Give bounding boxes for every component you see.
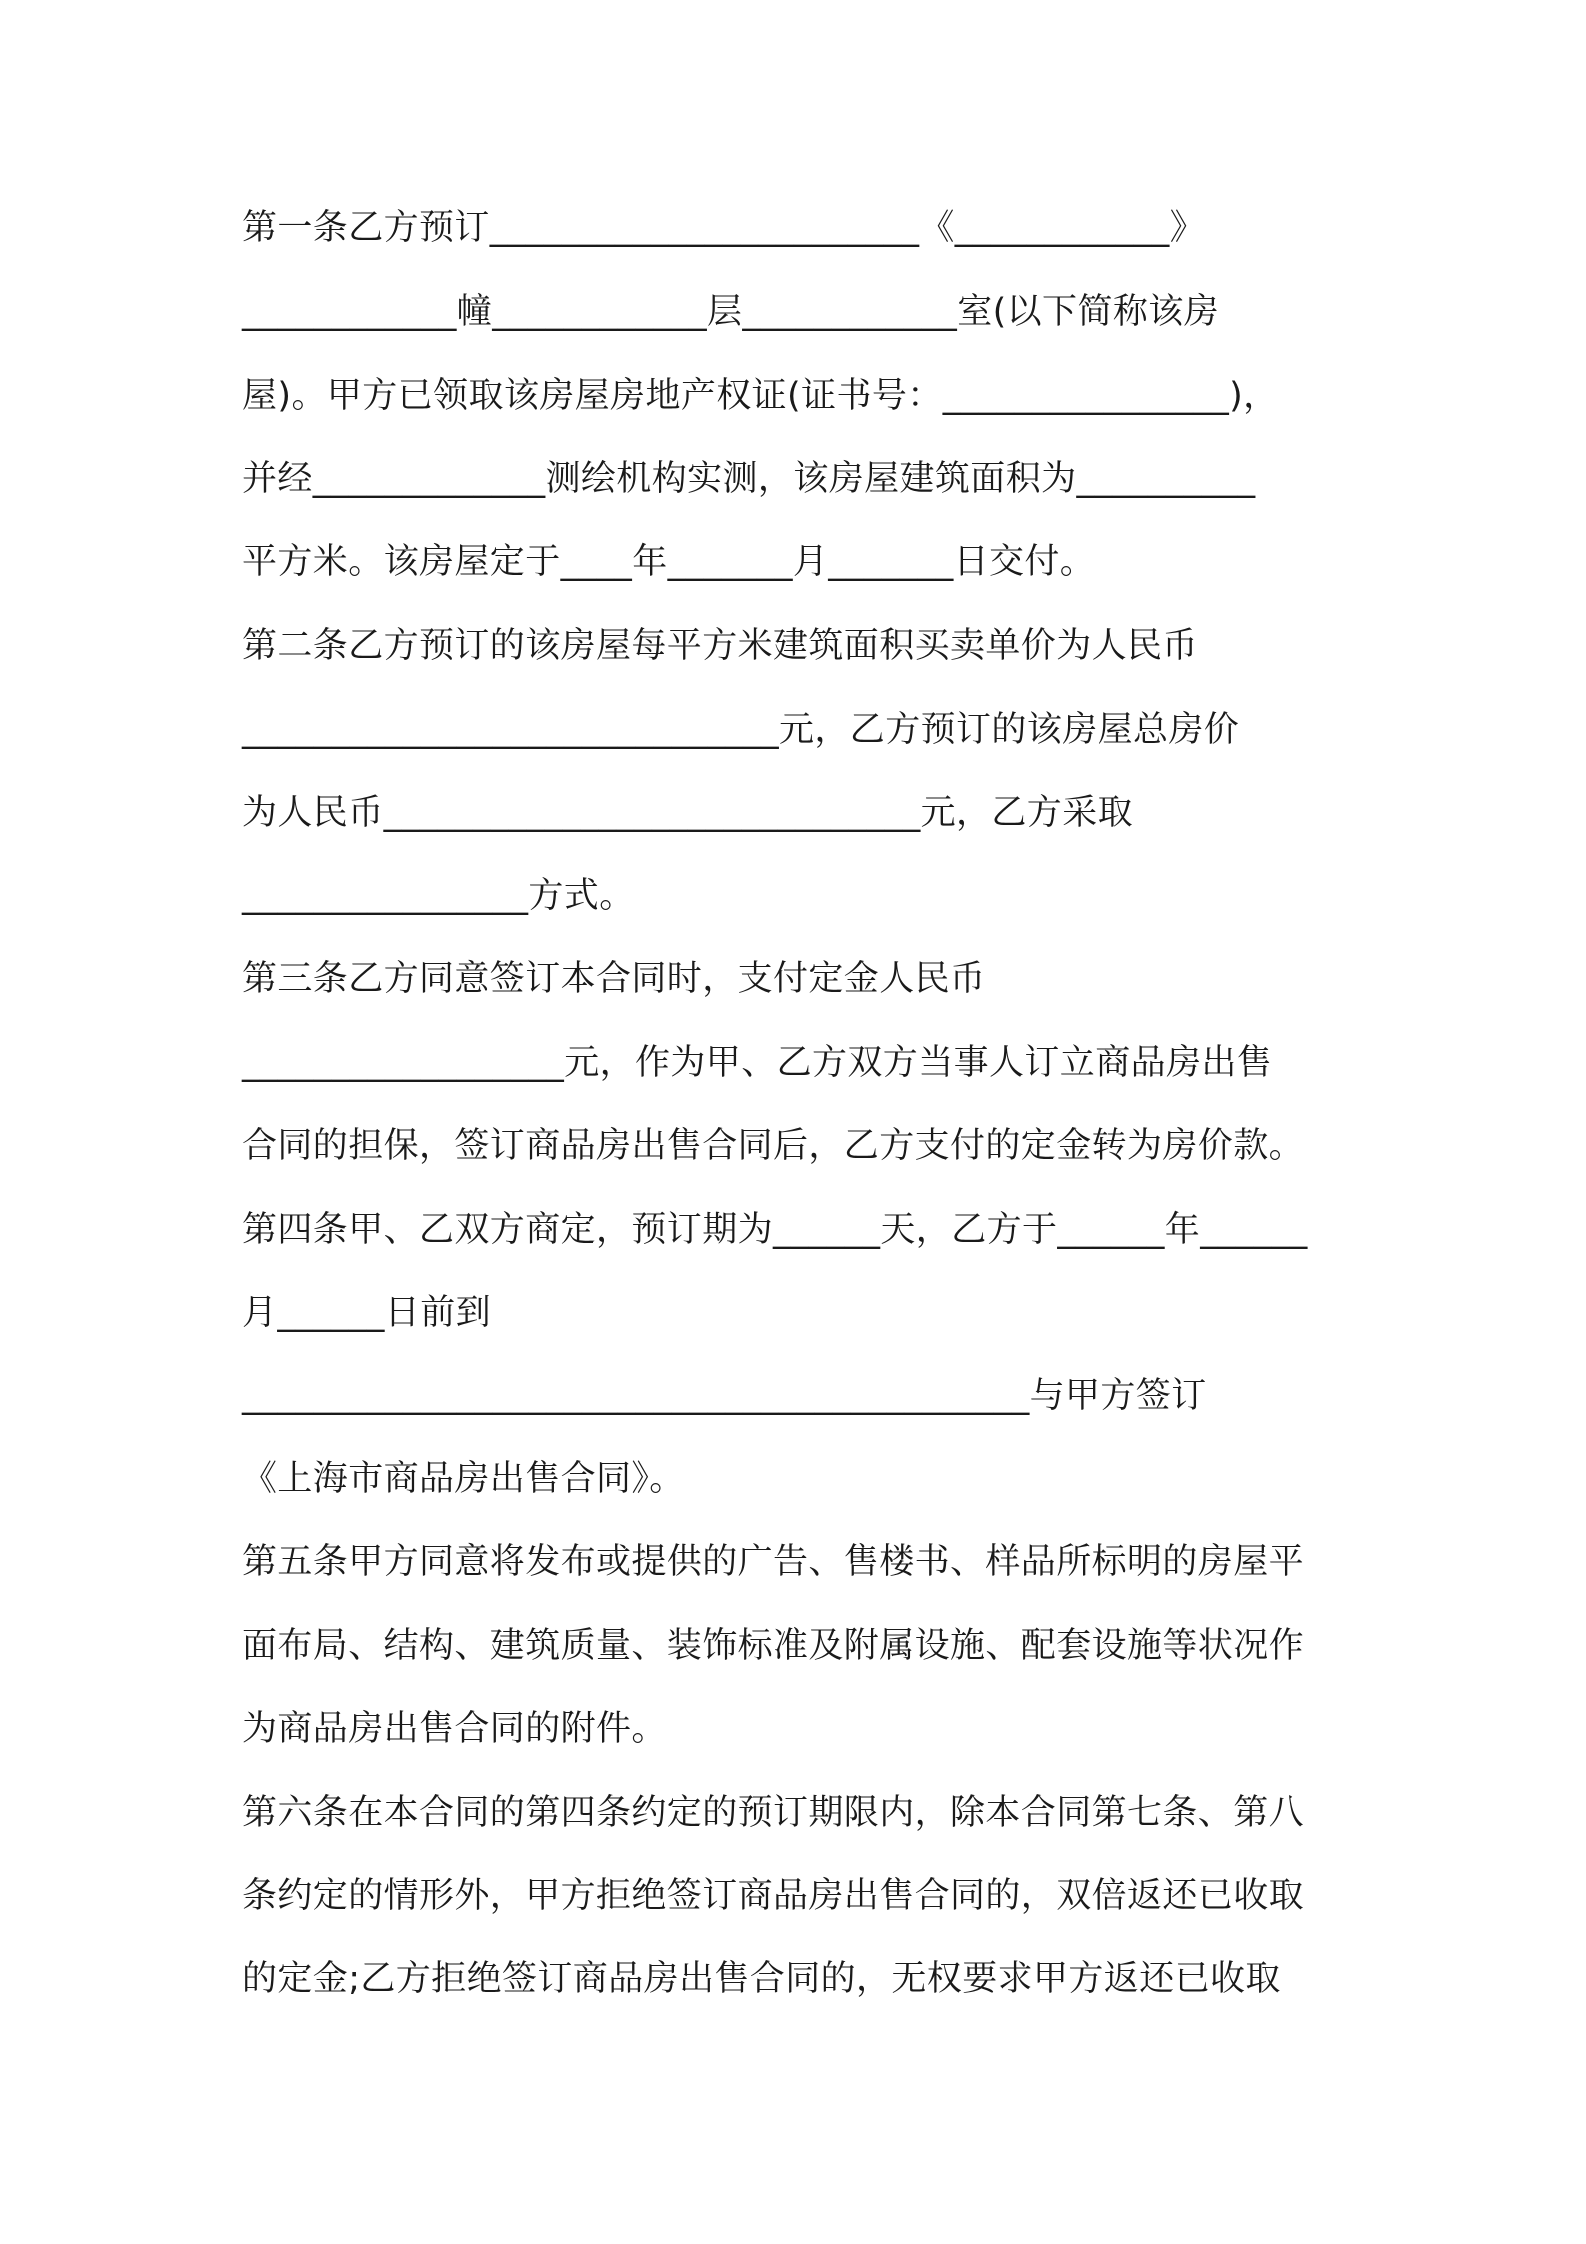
text-line-15: ____________________________________________与甲方签订 xyxy=(242,1376,1207,1416)
text-line-5: 平方米。该房屋定于____年_______月_______日交付。 xyxy=(242,542,1096,582)
text-line-1: 第一条乙方预订________________________《____________》 xyxy=(242,208,1206,248)
text-line-16: 《上海市商品房出售合同》。 xyxy=(242,1459,685,1499)
text-line-12: 合同的担保，签订商品房出售合同后，乙方支付的定金转为房价款。 xyxy=(242,1126,1305,1166)
text-line-3: 屋)。甲方已领取该房屋房地产权证(证书号：________________)， xyxy=(242,376,1279,416)
text-line-4: 并经_____________测绘机构实测，该房屋建筑面积为__________ xyxy=(242,459,1256,499)
text-line-7: ______________________________元，乙方预订的该房屋总房价 xyxy=(242,710,1240,750)
text-line-10: 第三条乙方同意签订本合同时，支付定金人民币 xyxy=(242,959,986,999)
text-line-20: 第六条在本合同的第四条约定的预订期限内，除本合同第七条、第八 xyxy=(242,1793,1305,1833)
text-line-6: 第二条乙方预订的该房屋每平方米建筑面积买卖单价为人民币 xyxy=(242,626,1198,666)
text-line-11: __________________元，作为甲、乙方双方当事人订立商品房出售 xyxy=(242,1043,1273,1083)
text-line-22: 的定金;乙方拒绝签订商品房出售合同的，无权要求甲方返还已收取 xyxy=(242,1959,1281,1999)
text-line-19: 为商品房出售合同的附件。 xyxy=(242,1709,667,1749)
text-line-18: 面布局、结构、建筑质量、装饰标准及附属设施、配套设施等状况作 xyxy=(242,1626,1305,1666)
text-line-21: 条约定的情形外，甲方拒绝签订商品房出售合同的，双倍返还已收取 xyxy=(242,1876,1305,1916)
text-line-9: ________________方式。 xyxy=(242,876,635,916)
text-line-8: 为人民币______________________________元，乙方采取 xyxy=(242,793,1134,833)
text-line-2: ____________幢____________层____________室(以下简称该房 xyxy=(242,292,1220,332)
text-line-17: 第五条甲方同意将发布或提供的广告、售楼书、样品所标明的房屋平 xyxy=(242,1542,1305,1582)
text-line-13: 第四条甲、乙双方商定，预订期为______天，乙方于______年______ xyxy=(242,1210,1308,1250)
text-line-14: 月______日前到 xyxy=(242,1293,492,1333)
